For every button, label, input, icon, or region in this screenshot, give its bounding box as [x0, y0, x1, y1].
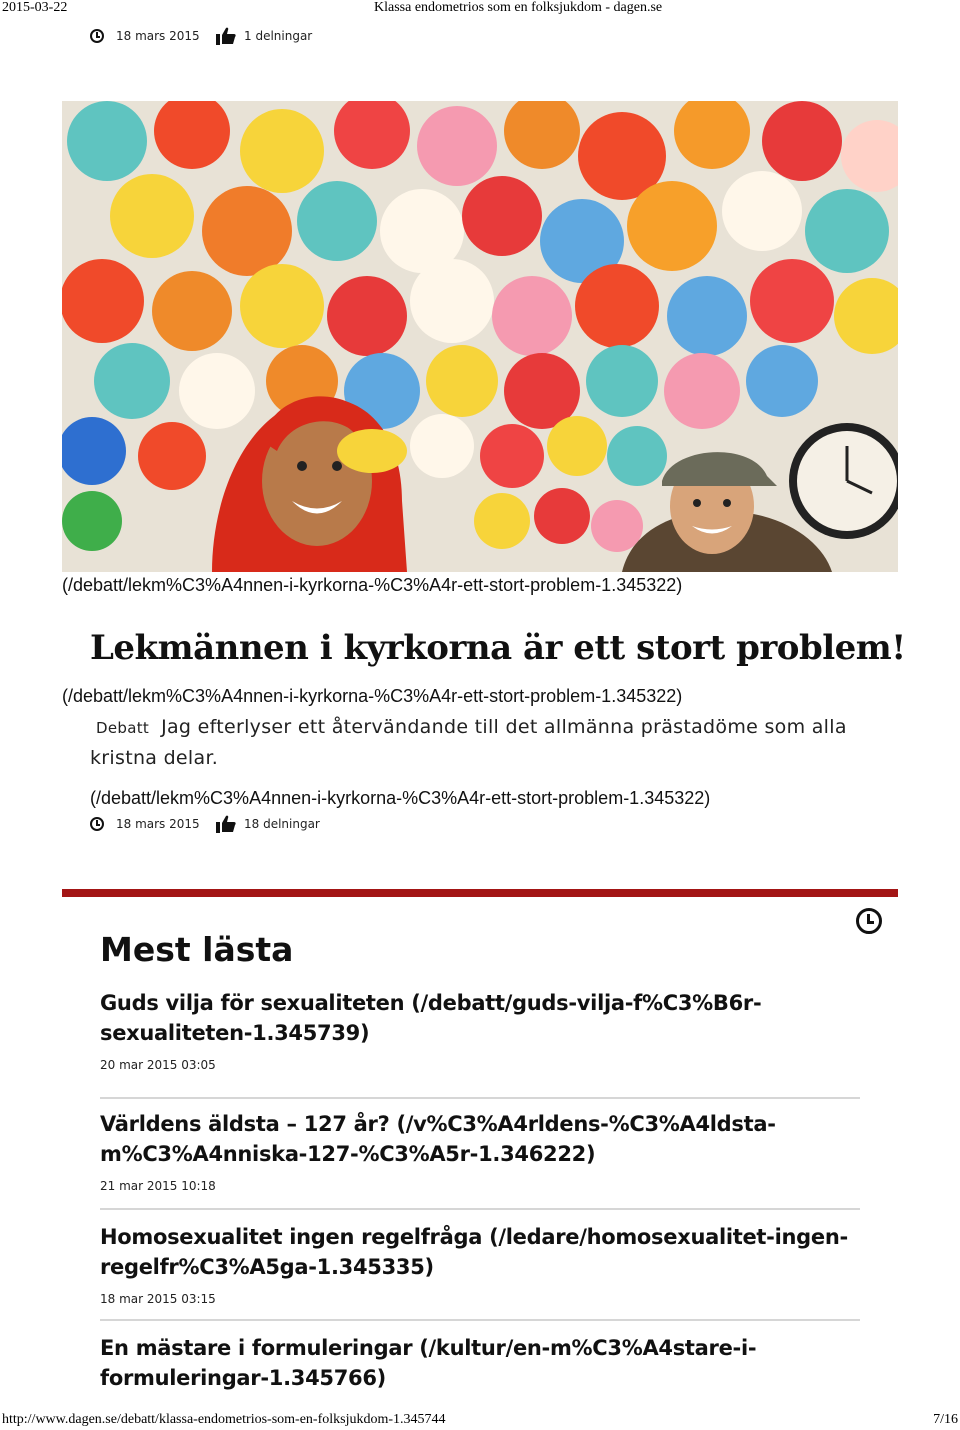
summary-text: Jag efterlyser ett återvändande till det allmänna prästadöme som alla kristna delar.	[90, 716, 847, 769]
list-item[interactable]	[100, 1210, 860, 1321]
most-read-title: Mest lästa	[100, 930, 294, 969]
print-header	[0, 0, 960, 16]
print-title: Klassa endometrios som en folksjukdom - dagen.se	[374, 0, 663, 15]
most-read-item-title[interactable]: En mästare i formuleringar (/kultur/en-m%C3%A4stare-i-formuleringar-1.345766)	[100, 1336, 757, 1390]
print-footer	[0, 1412, 960, 1430]
most-read-item-title[interactable]: Homosexualitet ingen regelfråga (/ledare/homosexualitet-ingen-regelfr%C3%A5ga-1.345335)	[100, 1225, 848, 1279]
image-link[interactable]: (/debatt/lekm%C3%A4nnen-i-kyrkorna-%C3%A4r-ett-stort-problem-1.345322)	[62, 575, 683, 595]
most-read-item-time: 21 mar 2015 10:18	[100, 1179, 216, 1193]
print-url: http://www.dagen.se/debatt/klassa-endometrios-som-en-folksjukdom-1.345744	[2, 1412, 446, 1427]
top-meta-row	[90, 26, 312, 46]
headline-link[interactable]: (/debatt/lekm%C3%A4nnen-i-kyrkorna-%C3%A4r-ett-stort-problem-1.345322)	[62, 686, 683, 706]
article-summary	[90, 712, 850, 773]
clock-icon	[90, 817, 104, 831]
article-headline[interactable]: Lekmännen i kyrkorna är ett stort problem!	[90, 628, 906, 668]
section-divider	[62, 889, 898, 897]
top-meta-shares[interactable]: 1 delningar	[244, 29, 313, 43]
most-read-item-time: 20 mar 2015 03:05	[100, 1058, 216, 1072]
list-item[interactable]	[100, 988, 860, 1099]
summary-link[interactable]: (/debatt/lekm%C3%A4nnen-i-kyrkorna-%C3%A4r-ett-stort-problem-1.345322)	[90, 788, 711, 808]
thumbs-up-icon[interactable]	[216, 27, 236, 45]
article-shares[interactable]: 18 delningar	[244, 817, 320, 831]
top-meta-date: 18 mars 2015	[116, 29, 200, 43]
most-read-item-title[interactable]: Guds vilja för sexualiteten (/debatt/guds-vilja-f%C3%B6r-sexualiteten-1.345739)	[100, 991, 762, 1045]
most-read-list	[100, 988, 860, 1430]
print-date: 2015-03-22	[2, 0, 68, 15]
most-read-item-time: 18 mar 2015 03:15	[100, 1292, 216, 1306]
thumbs-up-icon[interactable]	[216, 815, 236, 833]
most-read-item-title[interactable]: Världens äldsta – 127 år? (/v%C3%A4rldens-%C3%A4ldsta-m%C3%A4nniska-127-%C3%A5r-1.346222)	[100, 1112, 776, 1166]
article-hero-image[interactable]	[62, 101, 898, 572]
article-meta-row	[90, 814, 320, 834]
article-date: 18 mars 2015	[116, 817, 200, 831]
list-item[interactable]	[100, 1099, 860, 1210]
clock-icon[interactable]	[856, 908, 882, 934]
category-tag[interactable]: Debatt	[96, 719, 150, 737]
clock-icon	[90, 29, 104, 43]
page-number: 7/16	[933, 1412, 958, 1427]
